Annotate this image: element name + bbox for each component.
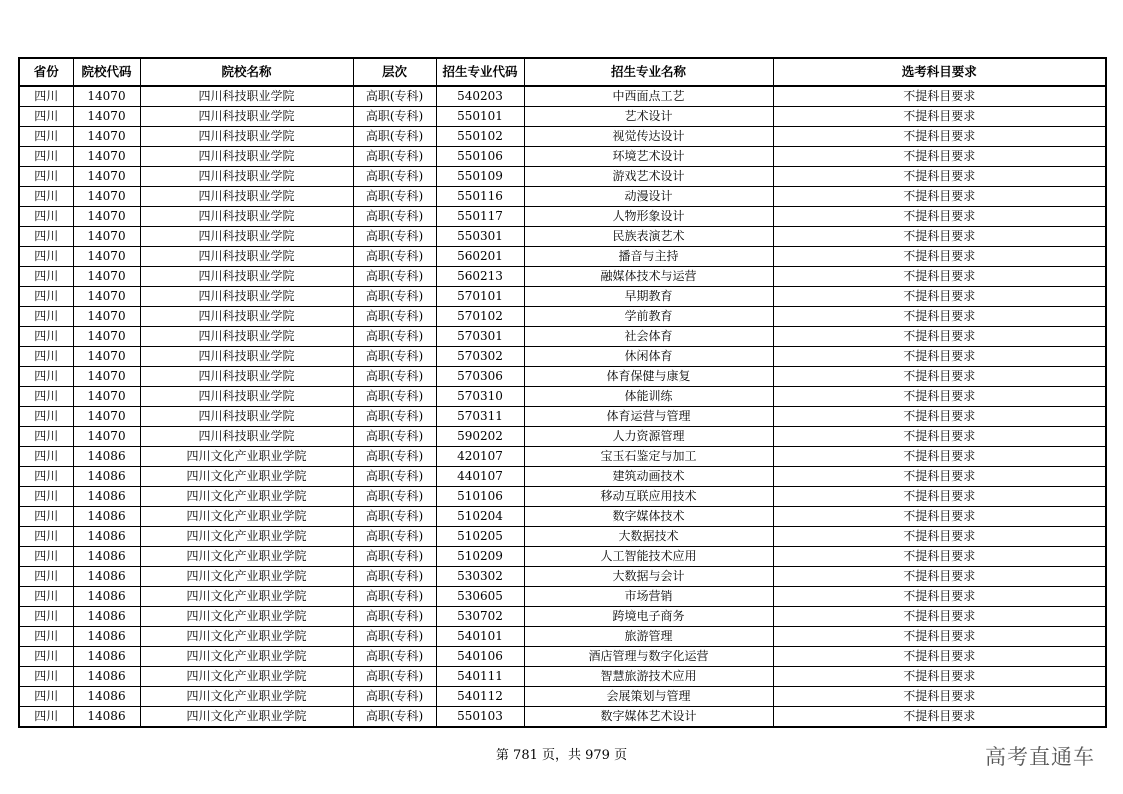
major-code-cell: 540106 — [436, 647, 524, 667]
header-level: 层次 — [353, 58, 436, 86]
subject-requirement-cell: 不提科目要求 — [773, 327, 1106, 347]
level-cell: 高职(专科) — [353, 407, 436, 427]
subject-requirement-cell: 不提科目要求 — [773, 367, 1106, 387]
province-cell: 四川 — [19, 447, 73, 467]
major-code-cell: 570311 — [436, 407, 524, 427]
major-name-cell: 数字媒体艺术设计 — [524, 707, 773, 728]
subject-requirement-cell: 不提科目要求 — [773, 607, 1106, 627]
province-cell: 四川 — [19, 307, 73, 327]
level-cell: 高职(专科) — [353, 347, 436, 367]
school-code-cell: 14086 — [73, 687, 140, 707]
table-row — [19, 287, 1106, 307]
major-code-cell: 420107 — [436, 447, 524, 467]
table-row — [19, 687, 1106, 707]
school-name-cell: 四川科技职业学院 — [140, 107, 353, 127]
subject-requirement-cell: 不提科目要求 — [773, 647, 1106, 667]
school-code-cell: 14070 — [73, 187, 140, 207]
school-name-cell: 四川科技职业学院 — [140, 147, 353, 167]
major-name-cell: 体育运营与管理 — [524, 407, 773, 427]
major-code-cell: 570310 — [436, 387, 524, 407]
school-name-cell: 四川文化产业职业学院 — [140, 627, 353, 647]
school-code-cell: 14070 — [73, 367, 140, 387]
school-code-cell: 14086 — [73, 567, 140, 587]
school-code-cell: 14086 — [73, 507, 140, 527]
school-code-cell: 14070 — [73, 107, 140, 127]
school-name-cell: 四川文化产业职业学院 — [140, 487, 353, 507]
header-province: 省份 — [19, 58, 73, 86]
major-name-cell: 市场营销 — [524, 587, 773, 607]
major-code-cell: 550103 — [436, 707, 524, 728]
school-code-cell: 14086 — [73, 447, 140, 467]
level-cell: 高职(专科) — [353, 507, 436, 527]
province-cell: 四川 — [19, 287, 73, 307]
subject-requirement-cell: 不提科目要求 — [773, 487, 1106, 507]
level-cell: 高职(专科) — [353, 247, 436, 267]
subject-requirement-cell: 不提科目要求 — [773, 667, 1106, 687]
subject-requirement-cell: 不提科目要求 — [773, 507, 1106, 527]
major-name-cell: 艺术设计 — [524, 107, 773, 127]
major-name-cell: 体育保健与康复 — [524, 367, 773, 387]
subject-requirement-cell: 不提科目要求 — [773, 567, 1106, 587]
school-name-cell: 四川科技职业学院 — [140, 207, 353, 227]
major-code-cell: 540101 — [436, 627, 524, 647]
subject-requirement-cell: 不提科目要求 — [773, 86, 1106, 107]
table-row — [19, 207, 1106, 227]
major-name-cell: 会展策划与管理 — [524, 687, 773, 707]
table-row — [19, 227, 1106, 247]
school-code-cell: 14070 — [73, 407, 140, 427]
subject-requirement-cell: 不提科目要求 — [773, 447, 1106, 467]
level-cell: 高职(专科) — [353, 307, 436, 327]
table-row — [19, 707, 1106, 728]
table-row — [19, 387, 1106, 407]
subject-requirement-cell: 不提科目要求 — [773, 627, 1106, 647]
major-name-cell: 建筑动画技术 — [524, 467, 773, 487]
province-cell: 四川 — [19, 487, 73, 507]
subject-requirement-cell: 不提科目要求 — [773, 247, 1106, 267]
level-cell: 高职(专科) — [353, 447, 436, 467]
level-cell: 高职(专科) — [353, 107, 436, 127]
major-name-cell: 融媒体技术与运营 — [524, 267, 773, 287]
school-code-cell: 14086 — [73, 647, 140, 667]
school-code-cell: 14070 — [73, 227, 140, 247]
major-name-cell: 体能训练 — [524, 387, 773, 407]
major-name-cell: 视觉传达设计 — [524, 127, 773, 147]
table-row — [19, 507, 1106, 527]
header-major-name: 招生专业名称 — [524, 58, 773, 86]
school-code-cell: 14070 — [73, 307, 140, 327]
school-name-cell: 四川科技职业学院 — [140, 367, 353, 387]
table-row — [19, 267, 1106, 287]
province-cell: 四川 — [19, 647, 73, 667]
major-name-cell: 酒店管理与数字化运营 — [524, 647, 773, 667]
level-cell: 高职(专科) — [353, 467, 436, 487]
school-code-cell: 14070 — [73, 247, 140, 267]
school-name-cell: 四川文化产业职业学院 — [140, 507, 353, 527]
school-name-cell: 四川文化产业职业学院 — [140, 567, 353, 587]
school-name-cell: 四川文化产业职业学院 — [140, 687, 353, 707]
school-name-cell: 四川文化产业职业学院 — [140, 667, 353, 687]
province-cell: 四川 — [19, 86, 73, 107]
level-cell: 高职(专科) — [353, 187, 436, 207]
school-name-cell: 四川文化产业职业学院 — [140, 467, 353, 487]
level-cell: 高职(专科) — [353, 387, 436, 407]
subject-requirement-cell: 不提科目要求 — [773, 267, 1106, 287]
school-code-cell: 14070 — [73, 327, 140, 347]
major-name-cell: 人工智能技术应用 — [524, 547, 773, 567]
table-row — [19, 487, 1106, 507]
table-row — [19, 107, 1106, 127]
major-code-cell: 540111 — [436, 667, 524, 687]
major-code-cell: 440107 — [436, 467, 524, 487]
major-name-cell: 休闲体育 — [524, 347, 773, 367]
major-code-cell: 550116 — [436, 187, 524, 207]
level-cell: 高职(专科) — [353, 287, 436, 307]
province-cell: 四川 — [19, 707, 73, 728]
province-cell: 四川 — [19, 507, 73, 527]
subject-requirement-cell: 不提科目要求 — [773, 347, 1106, 367]
major-code-cell: 570102 — [436, 307, 524, 327]
subject-requirement-cell: 不提科目要求 — [773, 167, 1106, 187]
school-code-cell: 14086 — [73, 587, 140, 607]
school-code-cell: 14086 — [73, 487, 140, 507]
major-name-cell: 大数据技术 — [524, 527, 773, 547]
school-code-cell: 14086 — [73, 707, 140, 728]
major-name-cell: 旅游管理 — [524, 627, 773, 647]
major-code-cell: 510106 — [436, 487, 524, 507]
subject-requirement-cell: 不提科目要求 — [773, 147, 1106, 167]
level-cell: 高职(专科) — [353, 267, 436, 287]
major-name-cell: 动漫设计 — [524, 187, 773, 207]
major-code-cell: 510205 — [436, 527, 524, 547]
level-cell: 高职(专科) — [353, 327, 436, 347]
province-cell: 四川 — [19, 347, 73, 367]
province-cell: 四川 — [19, 147, 73, 167]
level-cell: 高职(专科) — [353, 527, 436, 547]
school-code-cell: 14070 — [73, 147, 140, 167]
level-cell: 高职(专科) — [353, 427, 436, 447]
school-code-cell: 14070 — [73, 86, 140, 107]
province-cell: 四川 — [19, 387, 73, 407]
table-row — [19, 647, 1106, 667]
subject-requirement-cell: 不提科目要求 — [773, 427, 1106, 447]
major-name-cell: 社会体育 — [524, 327, 773, 347]
major-name-cell: 移动互联应用技术 — [524, 487, 773, 507]
major-code-cell: 590202 — [436, 427, 524, 447]
school-name-cell: 四川科技职业学院 — [140, 247, 353, 267]
major-code-cell: 560213 — [436, 267, 524, 287]
school-name-cell: 四川文化产业职业学院 — [140, 587, 353, 607]
major-code-cell: 550301 — [436, 227, 524, 247]
subject-requirement-cell: 不提科目要求 — [773, 527, 1106, 547]
subject-requirement-cell: 不提科目要求 — [773, 207, 1106, 227]
major-name-cell: 学前教育 — [524, 307, 773, 327]
level-cell: 高职(专科) — [353, 207, 436, 227]
school-name-cell: 四川科技职业学院 — [140, 347, 353, 367]
major-code-cell: 570302 — [436, 347, 524, 367]
province-cell: 四川 — [19, 107, 73, 127]
page-number: 第 781 页，共 979 页 — [495, 748, 628, 763]
table-row — [19, 667, 1106, 687]
subject-requirement-cell: 不提科目要求 — [773, 587, 1106, 607]
subject-requirement-cell: 不提科目要求 — [773, 687, 1106, 707]
school-code-cell: 14070 — [73, 167, 140, 187]
major-name-cell: 人力资源管理 — [524, 427, 773, 447]
school-code-cell: 14070 — [73, 287, 140, 307]
province-cell: 四川 — [19, 567, 73, 587]
subject-requirement-cell: 不提科目要求 — [773, 107, 1106, 127]
level-cell: 高职(专科) — [353, 627, 436, 647]
admissions-table — [18, 57, 1107, 728]
major-code-cell: 530605 — [436, 587, 524, 607]
table-row — [19, 127, 1106, 147]
major-code-cell: 560201 — [436, 247, 524, 267]
subject-requirement-cell: 不提科目要求 — [773, 467, 1106, 487]
major-name-cell: 中西面点工艺 — [524, 86, 773, 107]
table-row — [19, 147, 1106, 167]
level-cell: 高职(专科) — [353, 567, 436, 587]
province-cell: 四川 — [19, 227, 73, 247]
subject-requirement-cell: 不提科目要求 — [773, 227, 1106, 247]
major-code-cell: 540203 — [436, 86, 524, 107]
school-name-cell: 四川文化产业职业学院 — [140, 527, 353, 547]
level-cell: 高职(专科) — [353, 667, 436, 687]
major-name-cell: 数字媒体技术 — [524, 507, 773, 527]
level-cell: 高职(专科) — [353, 707, 436, 728]
table-row — [19, 407, 1106, 427]
subject-requirement-cell: 不提科目要求 — [773, 547, 1106, 567]
school-name-cell: 四川文化产业职业学院 — [140, 547, 353, 567]
major-code-cell: 540112 — [436, 687, 524, 707]
level-cell: 高职(专科) — [353, 227, 436, 247]
major-code-cell: 530302 — [436, 567, 524, 587]
major-code-cell: 570306 — [436, 367, 524, 387]
table-row — [19, 587, 1106, 607]
school-code-cell: 14070 — [73, 427, 140, 447]
school-code-cell: 14086 — [73, 627, 140, 647]
major-code-cell: 550101 — [436, 107, 524, 127]
school-name-cell: 四川科技职业学院 — [140, 387, 353, 407]
watermark-logo: 高考直通车 — [985, 745, 1095, 769]
province-cell: 四川 — [19, 167, 73, 187]
major-code-cell: 550102 — [436, 127, 524, 147]
major-code-cell: 550106 — [436, 147, 524, 167]
header-row — [19, 58, 1106, 86]
subject-requirement-cell: 不提科目要求 — [773, 287, 1106, 307]
subject-requirement-cell: 不提科目要求 — [773, 127, 1106, 147]
table-row — [19, 86, 1106, 107]
school-name-cell: 四川科技职业学院 — [140, 407, 353, 427]
major-code-cell: 510209 — [436, 547, 524, 567]
province-cell: 四川 — [19, 327, 73, 347]
school-code-cell: 14070 — [73, 267, 140, 287]
major-name-cell: 智慧旅游技术应用 — [524, 667, 773, 687]
major-name-cell: 早期教育 — [524, 287, 773, 307]
school-name-cell: 四川科技职业学院 — [140, 127, 353, 147]
level-cell: 高职(专科) — [353, 547, 436, 567]
school-code-cell: 14086 — [73, 667, 140, 687]
level-cell: 高职(专科) — [353, 127, 436, 147]
header-major-code: 招生专业代码 — [436, 58, 524, 86]
school-name-cell: 四川文化产业职业学院 — [140, 447, 353, 467]
province-cell: 四川 — [19, 207, 73, 227]
header-school-name: 院校名称 — [140, 58, 353, 86]
table-row — [19, 547, 1106, 567]
province-cell: 四川 — [19, 367, 73, 387]
major-name-cell: 游戏艺术设计 — [524, 167, 773, 187]
major-name-cell: 跨境电子商务 — [524, 607, 773, 627]
province-cell: 四川 — [19, 187, 73, 207]
table-row — [19, 307, 1106, 327]
province-cell: 四川 — [19, 467, 73, 487]
school-name-cell: 四川科技职业学院 — [140, 327, 353, 347]
school-name-cell: 四川文化产业职业学院 — [140, 707, 353, 728]
school-name-cell: 四川科技职业学院 — [140, 287, 353, 307]
school-name-cell: 四川科技职业学院 — [140, 187, 353, 207]
school-code-cell: 14070 — [73, 387, 140, 407]
table-row — [19, 327, 1106, 347]
subject-requirement-cell: 不提科目要求 — [773, 187, 1106, 207]
school-code-cell: 14070 — [73, 347, 140, 367]
province-cell: 四川 — [19, 247, 73, 267]
province-cell: 四川 — [19, 407, 73, 427]
school-code-cell: 14070 — [73, 207, 140, 227]
major-name-cell: 宝玉石鉴定与加工 — [524, 447, 773, 467]
school-code-cell: 14086 — [73, 547, 140, 567]
province-cell: 四川 — [19, 687, 73, 707]
province-cell: 四川 — [19, 627, 73, 647]
province-cell: 四川 — [19, 547, 73, 567]
province-cell: 四川 — [19, 667, 73, 687]
table-row — [19, 447, 1106, 467]
table-row — [19, 607, 1106, 627]
province-cell: 四川 — [19, 127, 73, 147]
province-cell: 四川 — [19, 607, 73, 627]
level-cell: 高职(专科) — [353, 647, 436, 667]
subject-requirement-cell: 不提科目要求 — [773, 307, 1106, 327]
level-cell: 高职(专科) — [353, 607, 436, 627]
school-name-cell: 四川科技职业学院 — [140, 167, 353, 187]
table-row — [19, 427, 1106, 447]
table-row — [19, 167, 1106, 187]
table-row — [19, 367, 1106, 387]
table-row — [19, 247, 1106, 267]
major-code-cell: 570301 — [436, 327, 524, 347]
table-row — [19, 467, 1106, 487]
school-name-cell: 四川科技职业学院 — [140, 267, 353, 287]
table-row — [19, 347, 1106, 367]
subject-requirement-cell: 不提科目要求 — [773, 387, 1106, 407]
header-subject-requirement: 选考科目要求 — [773, 58, 1106, 86]
school-name-cell: 四川科技职业学院 — [140, 307, 353, 327]
table-row — [19, 567, 1106, 587]
subject-requirement-cell: 不提科目要求 — [773, 707, 1106, 728]
province-cell: 四川 — [19, 427, 73, 447]
school-code-cell: 14086 — [73, 467, 140, 487]
subject-requirement-cell: 不提科目要求 — [773, 407, 1106, 427]
province-cell: 四川 — [19, 587, 73, 607]
school-name-cell: 四川文化产业职业学院 — [140, 607, 353, 627]
level-cell: 高职(专科) — [353, 86, 436, 107]
major-code-cell: 530702 — [436, 607, 524, 627]
major-name-cell: 人物形象设计 — [524, 207, 773, 227]
major-code-cell: 570101 — [436, 287, 524, 307]
level-cell: 高职(专科) — [353, 167, 436, 187]
school-name-cell: 四川科技职业学院 — [140, 227, 353, 247]
level-cell: 高职(专科) — [353, 487, 436, 507]
school-code-cell: 14086 — [73, 527, 140, 547]
major-code-cell: 550109 — [436, 167, 524, 187]
school-name-cell: 四川文化产业职业学院 — [140, 647, 353, 667]
table-row — [19, 527, 1106, 547]
province-cell: 四川 — [19, 267, 73, 287]
major-name-cell: 播音与主持 — [524, 247, 773, 267]
level-cell: 高职(专科) — [353, 687, 436, 707]
major-code-cell: 510204 — [436, 507, 524, 527]
level-cell: 高职(专科) — [353, 367, 436, 387]
major-name-cell: 大数据与会计 — [524, 567, 773, 587]
school-code-cell: 14086 — [73, 607, 140, 627]
school-name-cell: 四川科技职业学院 — [140, 86, 353, 107]
major-code-cell: 550117 — [436, 207, 524, 227]
school-name-cell: 四川科技职业学院 — [140, 427, 353, 447]
level-cell: 高职(专科) — [353, 587, 436, 607]
major-name-cell: 环境艺术设计 — [524, 147, 773, 167]
table-row — [19, 187, 1106, 207]
school-code-cell: 14070 — [73, 127, 140, 147]
header-school-code: 院校代码 — [73, 58, 140, 86]
level-cell: 高职(专科) — [353, 147, 436, 167]
table-row — [19, 627, 1106, 647]
province-cell: 四川 — [19, 527, 73, 547]
major-name-cell: 民族表演艺术 — [524, 227, 773, 247]
